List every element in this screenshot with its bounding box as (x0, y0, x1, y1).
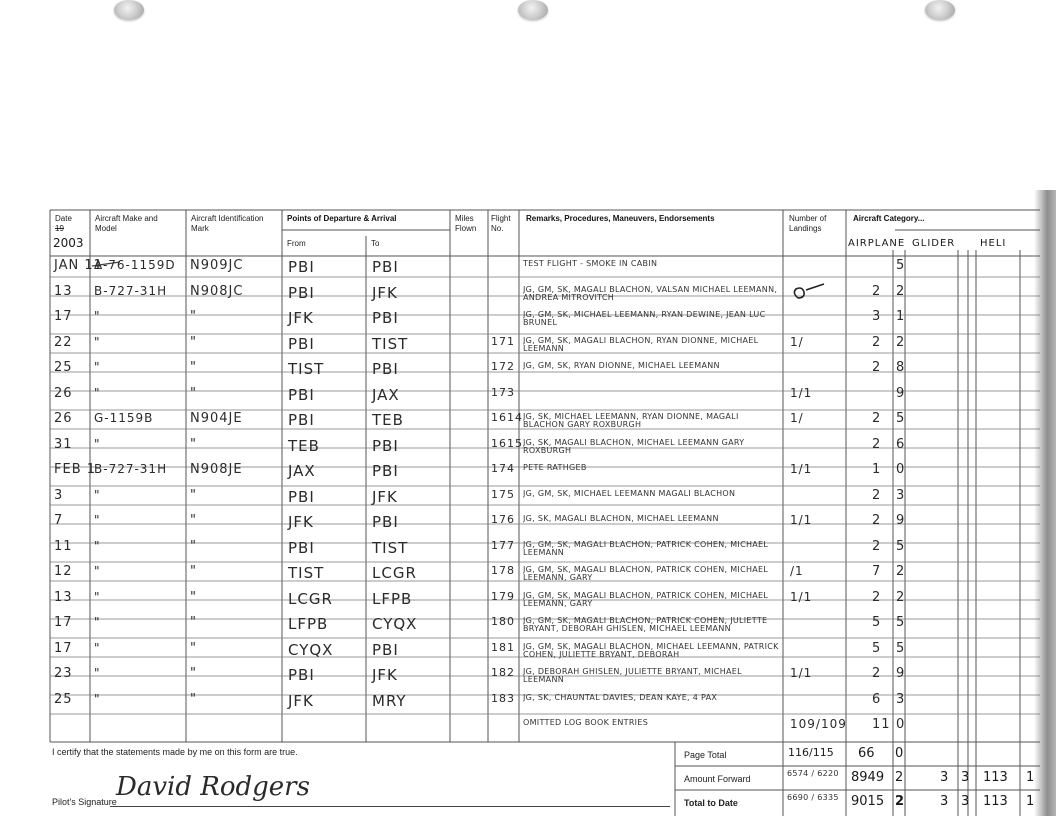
entry-airplane-hours: 2 (872, 538, 882, 554)
entry-airplane-hours: 2 (872, 666, 882, 681)
entry-remarks: JG, GM, SK, MAGALI BLACHON, RYAN DIONNE, MICHAEL LEEMANN (523, 336, 759, 353)
entry-remarks: JG, DEBORAH GHISLEN, JULIETTE BRYANT, MICHAEL LEEMANN (523, 668, 742, 684)
category-glider: GLIDER (912, 238, 956, 249)
entry-flight-no: 177 (491, 538, 515, 552)
entry-date: 7 (54, 513, 64, 528)
entry-date: 17 (54, 640, 73, 656)
entry-aircraft-model: " (94, 334, 101, 349)
amount-forward-airplane: 8949 (851, 770, 885, 785)
certify-statement: I certify that the statements made by me on this form are true. (52, 747, 298, 757)
entry-remarks: JG, SK, MAGALI BLACHON, MICHAEL LEEMANN GARY ROXBURGH (523, 438, 745, 455)
entry-airplane-tenths: 5 (896, 615, 906, 630)
year-struck: 19 (55, 224, 64, 233)
entry-from: LCGR (288, 589, 333, 608)
entry-to: PBI (372, 436, 399, 455)
entry-remarks: JG, GM, SK, MAGALI BLACHON, PATRICK COHEN, MICHAEL LEEMANN, GARY (523, 566, 769, 582)
entry-to: TEB (372, 411, 404, 429)
entry-to: PBI (372, 360, 399, 378)
entry-airplane-tenths: 2 (896, 564, 906, 579)
entry-date: 25 (54, 691, 73, 707)
entry-airplane-tenths: 9 (896, 385, 906, 401)
entry-airplane-hours: 5 (872, 640, 882, 656)
entry-date: 23 (54, 666, 73, 681)
entry-airplane-hours: 1 (872, 462, 882, 477)
total-airplane: 9015 (851, 794, 885, 809)
entry-from: PBI (288, 666, 315, 684)
entry-flight-no: 172 (491, 360, 515, 373)
entry-landings: 1/ (790, 334, 804, 349)
amount-forward-heli: 113 (983, 770, 1008, 785)
amount-forward-label: Amount Forward (684, 774, 751, 784)
year-value: 2003 (53, 236, 84, 250)
entry-to: PBI (372, 513, 399, 531)
entry-aircraft-ident: " (190, 564, 197, 579)
total-heli-tenths: 1 (1026, 794, 1035, 809)
entry-flight-no: 181 (491, 640, 515, 654)
entry-aircraft-ident: N908JC (190, 283, 244, 299)
make-header: Aircraft Make and Model (95, 214, 158, 233)
total-airplane-tenths: 2 (895, 794, 905, 809)
miles-header: Miles Flown (455, 214, 477, 233)
total-heli: 113 (983, 794, 1008, 809)
pilot-signature: David Rodgers (116, 772, 310, 802)
entry-date: 26 (54, 385, 73, 401)
entry-airplane-hours: 11 (872, 717, 891, 732)
flight-header: Flight No. (491, 214, 511, 233)
entry-airplane-hours: 6 (872, 691, 882, 707)
entry-to: LFPB (372, 589, 413, 608)
amount-forward-glider-tenths: 3 (961, 770, 970, 785)
amount-forward-heli-tenths: 1 (1026, 770, 1035, 785)
entry-date: 22 (54, 334, 73, 350)
remarks-header: Remarks, Procedures, Maneuvers, Endorsements (526, 214, 715, 223)
entry-to: LCGR (372, 564, 417, 582)
entry-airplane-tenths: 8 (896, 360, 906, 375)
entry-from: JAX (288, 462, 316, 480)
entry-aircraft-ident: " (190, 487, 197, 503)
entry-aircraft-model: A-76-1159D (94, 258, 176, 272)
entry-aircraft-ident: " (190, 334, 197, 350)
entry-landings: 1/1 (790, 666, 813, 680)
points-header: Points of Departure & Arrival (287, 214, 397, 223)
entry-aircraft-model: " (94, 615, 101, 629)
entry-date: JAN 11 (54, 258, 103, 273)
entry-aircraft-ident: " (190, 309, 197, 324)
category-heli: HELI (980, 238, 1007, 249)
entry-to: PBI (372, 462, 399, 480)
entry-to: PBI (372, 309, 399, 327)
entry-date: 11 (54, 538, 73, 554)
category-airplane: AIRPLANE (848, 238, 906, 249)
entry-landings: 1/1 (790, 462, 813, 476)
entry-airplane-hours: 2 (872, 334, 882, 350)
entry-to: JFK (372, 666, 398, 684)
entry-date: 26 (54, 411, 73, 426)
entry-from: CYQX (288, 640, 334, 659)
entry-aircraft-model: " (94, 513, 101, 527)
entry-flight-no: 179 (491, 589, 515, 603)
entry-landings: 1/ (790, 411, 804, 425)
entry-airplane-tenths: 1 (896, 309, 906, 324)
entry-to: JFK (372, 283, 398, 302)
entry-airplane-hours: 2 (872, 589, 882, 605)
entry-date: 17 (54, 309, 73, 324)
entry-airplane-tenths: 2 (896, 334, 906, 350)
entry-from: JFK (288, 513, 314, 531)
total-to-date-label: Total to Date (684, 798, 738, 808)
entry-airplane-hours: 2 (872, 411, 882, 426)
entry-to: MRY (372, 691, 407, 710)
entry-to: JAX (372, 385, 400, 404)
entry-date: 17 (54, 615, 73, 630)
entry-airplane-hours: 2 (872, 436, 882, 452)
entry-aircraft-ident: " (190, 513, 197, 528)
entry-from: JFK (288, 309, 314, 327)
entry-airplane-hours: 7 (872, 564, 882, 579)
entry-flight-no: 178 (491, 564, 515, 577)
entry-from: PBI (288, 258, 315, 276)
amount-forward-glider: 3 (940, 770, 949, 785)
entry-from: TEB (288, 436, 320, 455)
amount-forward-landings: 6574 / 6220 (787, 769, 839, 778)
entry-to: PBI (372, 640, 399, 659)
entry-from: PBI (288, 334, 315, 353)
entry-aircraft-ident: " (190, 538, 197, 554)
entry-to: JFK (372, 487, 398, 506)
entry-flight-no: 1615 (491, 436, 523, 450)
entry-aircraft-ident: " (190, 640, 197, 656)
entry-from: TIST (288, 360, 325, 378)
entry-remarks: JG, SK, MICHAEL LEEMANN, RYAN DIONNE, MAGALI BLACHON GARY ROXBURGH (523, 413, 739, 429)
to-header: To (371, 239, 380, 248)
entry-aircraft-ident: N908JE (190, 462, 243, 477)
entry-landings: 1/1 (790, 589, 813, 604)
entry-aircraft-model: " (94, 360, 101, 374)
entry-aircraft-model: " (94, 589, 101, 604)
entry-landings: /1 (790, 564, 804, 578)
entry-remarks: JG, GM, SK, MAGALI BLACHON, VALSAN MICHAEL LEEMANN, ANDREA MITROVITCH (523, 285, 778, 302)
entry-from: PBI (288, 283, 315, 302)
entry-to: CYQX (372, 615, 418, 633)
entry-aircraft-ident: N909JC (190, 258, 244, 273)
entry-airplane-tenths: 2 (896, 283, 906, 299)
entry-airplane-hours: 5 (872, 615, 882, 630)
entry-aircraft-model: " (94, 691, 101, 706)
entry-from: TIST (288, 564, 325, 582)
entry-from: PBI (288, 411, 315, 429)
entry-aircraft-model: B-727-31H (94, 462, 168, 476)
entry-airplane-tenths: 5 (896, 640, 906, 656)
ident-header: Aircraft Identification Mark (191, 214, 264, 233)
entry-to: PBI (372, 258, 399, 276)
entry-remarks: TEST FLIGHT - SMOKE IN CABIN (523, 260, 658, 268)
entry-remarks: JG, GM, SK, MAGALI BLACHON, PATRICK COHEN, MICHAEL LEEMANN, GARY (523, 591, 769, 608)
entry-airplane-hours: 3 (872, 309, 882, 324)
entry-airplane-tenths: 9 (896, 666, 906, 681)
entry-airplane-tenths: 6 (896, 436, 906, 452)
entry-airplane-tenths: 0 (896, 717, 906, 732)
entry-flight-no: 183 (491, 691, 515, 705)
entry-aircraft-model: " (94, 309, 101, 323)
entry-flight-no: 175 (491, 487, 515, 501)
from-header: From (287, 239, 306, 248)
entry-airplane-tenths: 5 (896, 411, 906, 426)
entry-landings: 1/1 (790, 385, 813, 400)
entry-landings: 1/1 (790, 513, 813, 527)
page-total-airplane-tenths: 0 (895, 746, 904, 761)
entry-remarks: JG, GM, SK, MAGALI BLACHON, PATRICK COHEN, MICHAEL LEEMANN (523, 540, 769, 557)
entry-aircraft-model: G-1159B (94, 411, 154, 425)
entry-from: PBI (288, 538, 315, 557)
entry-flight-no: 1614 (491, 411, 523, 424)
entry-aircraft-ident: " (190, 385, 197, 401)
entry-aircraft-model: " (94, 436, 101, 451)
entry-airplane-hours: 2 (872, 283, 882, 299)
page-total-airplane: 66 (858, 746, 875, 761)
entry-aircraft-ident: " (190, 615, 197, 630)
page-total-landings: 116/115 (788, 746, 834, 759)
entry-aircraft-model: " (94, 666, 101, 680)
entry-date: 3 (54, 487, 64, 503)
entry-aircraft-model: B-727-31H (94, 283, 168, 298)
entry-aircraft-model: " (94, 640, 101, 655)
entry-aircraft-ident: " (190, 360, 197, 375)
entry-airplane-hours: 2 (872, 487, 882, 503)
landings-header: Number of Landings (789, 214, 827, 233)
entry-aircraft-model: " (94, 487, 101, 502)
entry-date: 13 (54, 283, 73, 299)
entry-remarks: JG, GM, SK, MICHAEL LEEMANN, RYAN DEWINE, JEAN LUC BRUNEL (523, 311, 766, 327)
entry-flight-no: 174 (491, 462, 515, 475)
entry-airplane-tenths: 9 (896, 513, 906, 528)
entry-remarks: JG, SK, CHAUNTAL DAVIES, DEAN KAYE, 4 PAX (523, 693, 718, 702)
entry-remarks: JG, SK, MAGALI BLACHON, MICHAEL LEEMANN (523, 515, 719, 523)
entry-from: PBI (288, 487, 315, 506)
entry-remarks: OMITTED LOG BOOK ENTRIES (523, 719, 649, 727)
entry-remarks: JG, GM, SK, MAGALI BLACHON, MICHAEL LEEMANN, PATRICK COHEN, JULIETTE BRYANT, DEBORAH (523, 642, 779, 659)
entry-landings: 109/109 (790, 717, 847, 731)
signature-line (110, 806, 670, 807)
amount-forward-airplane-tenths: 2 (895, 770, 904, 785)
signature-label: Pilot's Signature (52, 797, 117, 807)
entry-remarks: JG, GM, SK, RYAN DIONNE, MICHAEL LEEMANN (523, 362, 720, 370)
entry-flight-no: 171 (491, 334, 515, 348)
entry-aircraft-model: " (94, 564, 101, 578)
entry-from: LFPB (288, 615, 329, 633)
entry-airplane-tenths: 5 (896, 258, 906, 273)
entry-aircraft-ident: " (190, 436, 197, 452)
entry-from: JFK (288, 691, 314, 710)
entry-airplane-tenths: 3 (896, 691, 906, 707)
category-header: Aircraft Category... (853, 214, 925, 223)
entry-date: 13 (54, 589, 73, 605)
entry-remarks: JG, GM, SK, MAGALI BLACHON, PATRICK COHEN, JULIETTE BRYANT, DEBORAH GHISLEN, MICHAEL LEEMANN (523, 617, 768, 633)
entry-flight-no: 180 (491, 615, 515, 628)
entry-flight-no: 182 (491, 666, 515, 679)
entry-remarks: PETE RATHGEB (523, 464, 587, 472)
entry-aircraft-ident: N904JE (190, 411, 243, 426)
entry-remarks: JG, GM, SK, MICHAEL LEEMANN MAGALI BLACHON (523, 489, 736, 498)
entry-date: FEB 1 (54, 462, 97, 477)
entry-airplane-tenths: 0 (896, 462, 906, 477)
entry-airplane-tenths: 3 (896, 487, 906, 503)
entry-aircraft-model: " (94, 538, 101, 553)
entry-date: 25 (54, 360, 73, 375)
date-header: Date (55, 214, 72, 223)
entry-aircraft-ident: " (190, 666, 197, 681)
total-glider-tenths: 3 (961, 794, 970, 809)
entry-airplane-tenths: 5 (896, 538, 906, 554)
total-landings: 6690 / 6335 (787, 793, 839, 802)
entry-airplane-hours: 2 (872, 360, 882, 375)
total-glider: 3 (940, 794, 949, 809)
page-total-label: Page Total (684, 750, 727, 760)
entry-airplane-hours: 2 (872, 513, 882, 528)
entry-flight-no: 176 (491, 513, 515, 526)
entry-to: TIST (372, 538, 409, 557)
entry-flight-no: 173 (491, 385, 515, 399)
entry-aircraft-ident: " (190, 589, 197, 605)
entry-from: PBI (288, 385, 315, 404)
entry-date: 31 (54, 436, 73, 452)
entry-aircraft-ident: " (190, 691, 197, 707)
entry-aircraft-model: " (94, 385, 101, 400)
entry-date: 12 (54, 564, 73, 579)
entry-to: TIST (372, 334, 409, 353)
entry-airplane-tenths: 2 (896, 589, 906, 605)
